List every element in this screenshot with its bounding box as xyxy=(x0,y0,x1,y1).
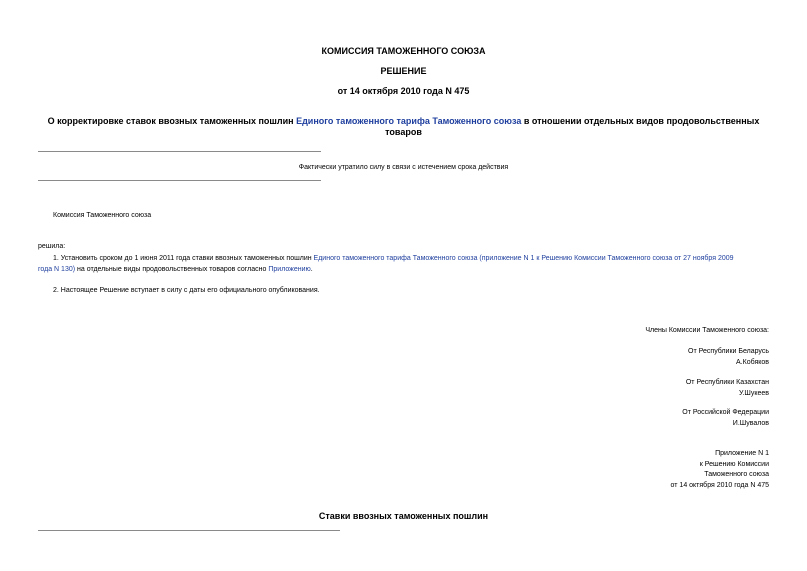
signature-name: И.Шувалов xyxy=(732,420,769,427)
signature-country: От Республики Казахстан xyxy=(685,379,769,386)
title-text-start: О корректировке ставок ввозных таможенных пошлин xyxy=(47,116,297,126)
document-title-line2: товаров xyxy=(385,127,422,137)
document-date-number: от 14 октября 2010 года N 475 xyxy=(337,86,470,96)
appendix-ref: Таможенного союза xyxy=(704,471,769,478)
commission-heading: КОМИССИЯ ТАМОЖЕННОГО СОЮЗА xyxy=(321,46,486,56)
divider-bottom xyxy=(38,530,340,531)
appendix-label: Приложение N 1 xyxy=(715,450,769,457)
decision-130-link[interactable]: (приложение N 1 к Решению Комиссии Таможенного союза от 27 ноября 2009 xyxy=(479,255,734,262)
status-note: Фактически утратило силу в связи с истечением срока действия xyxy=(298,164,509,171)
signature-name: У.Шукеев xyxy=(738,390,769,397)
divider-status xyxy=(38,180,321,181)
decision-130-link-cont[interactable]: года N 130) xyxy=(38,266,76,273)
item1-text-start: 1. Установить сроком до 1 июня 2011 года ставки ввозных таможенных пошлин xyxy=(53,255,314,262)
tariff-link[interactable]: Единого таможенного тарифа Таможенного союза xyxy=(296,116,522,126)
document-title-line1 xyxy=(0,116,807,126)
section-title: Ставки ввозных таможенных пошлин xyxy=(318,511,489,521)
divider-top xyxy=(38,151,321,152)
title-text-end: в отношении отдельных видов продовольственных xyxy=(521,116,760,126)
decided-text: решила: xyxy=(38,243,66,250)
appendix-ref: к Решению Комиссии xyxy=(699,461,769,468)
appendix-link[interactable]: Приложению xyxy=(268,266,311,273)
appendix-date: от 14 октября 2010 года N 475 xyxy=(670,482,769,489)
preamble-text: Комиссия Таможенного союза xyxy=(53,212,152,219)
document-type: РЕШЕНИЕ xyxy=(380,66,427,76)
item2-text: 2. Настоящее Решение вступает в силу с даты его официального опубликования. xyxy=(53,287,320,294)
signature-country: От Республики Беларусь xyxy=(688,348,769,355)
tariff-link-2[interactable]: Единого таможенного тарифа Таможенного союза xyxy=(313,255,478,262)
signatures-heading: Члены Комиссии Таможенного союза: xyxy=(645,327,769,334)
signature-country: От Российской Федерации xyxy=(682,409,769,416)
signature-name: А.Кобяков xyxy=(736,359,769,366)
item1-text-mid: на отдельные виды продовольственных товаров согласно xyxy=(75,266,269,273)
item1-line2: года N 130) на отдельные виды продовольственных товаров согласно Приложению. xyxy=(38,266,313,273)
